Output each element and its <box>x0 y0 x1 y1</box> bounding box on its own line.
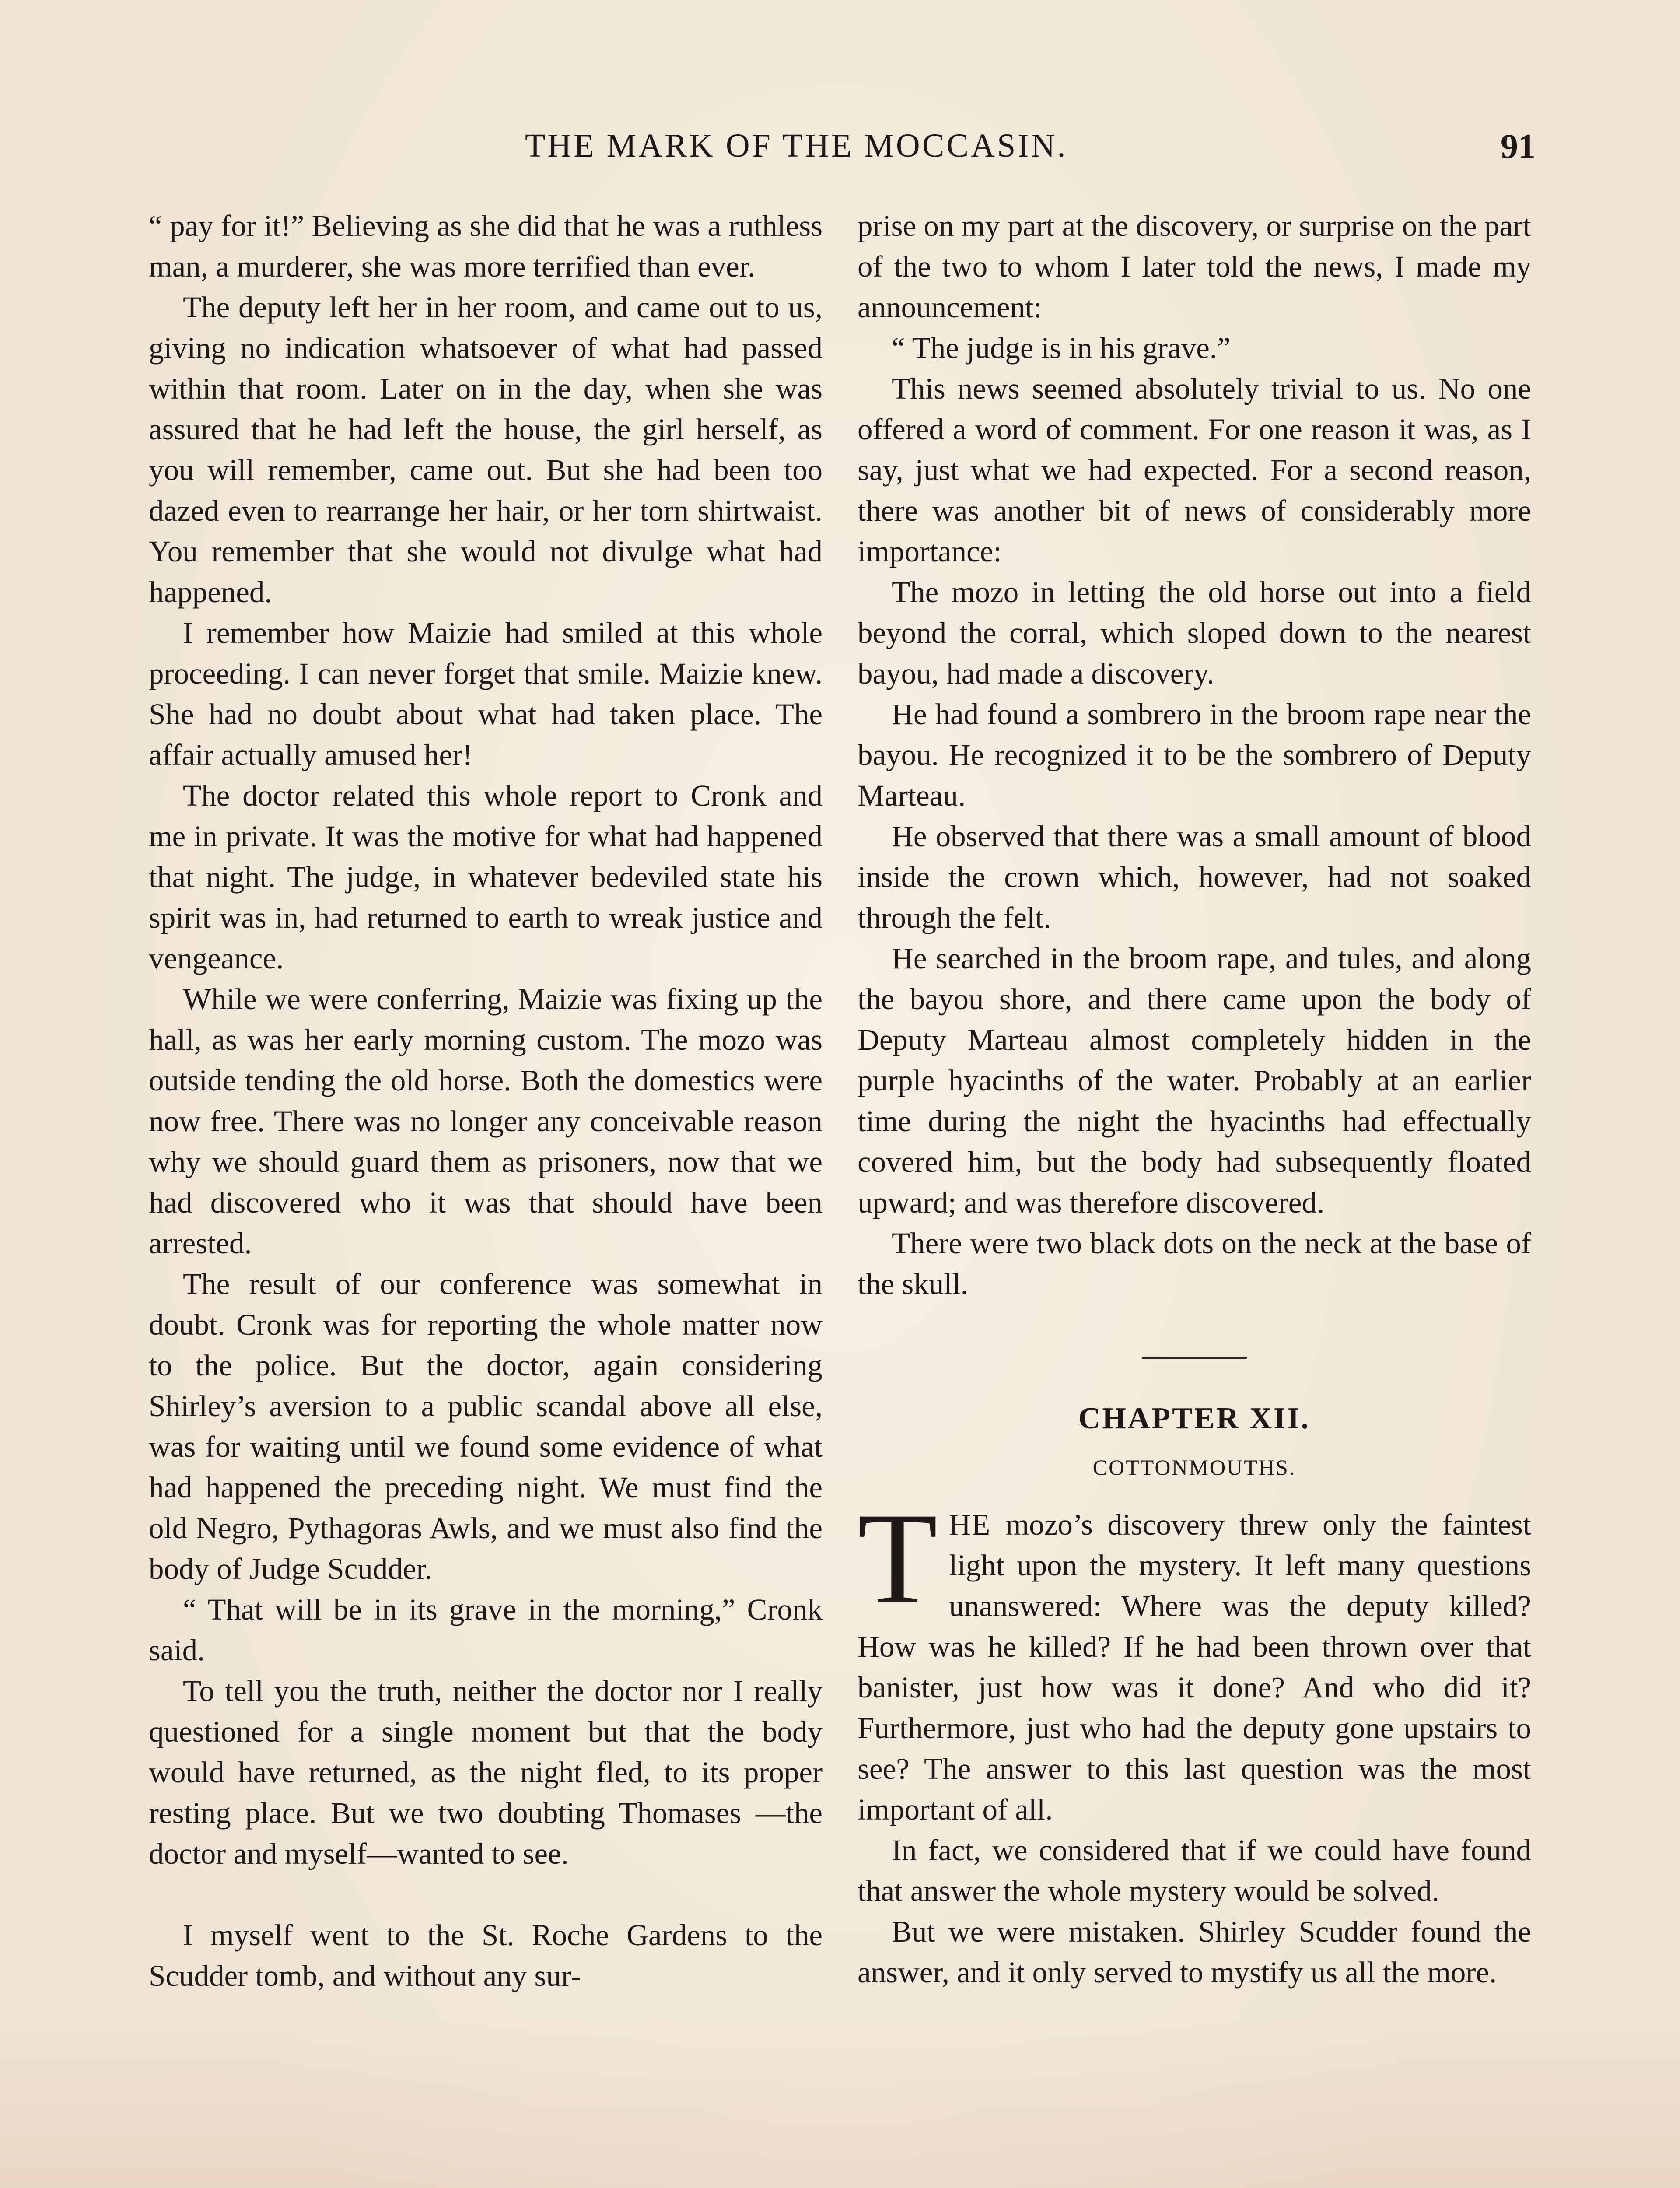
paragraph: I myself went to the St. Roche Gardens to the Scudder tomb, and without any sur- <box>149 1918 822 1992</box>
paragraph: “ The judge is in his grave.” <box>892 331 1231 365</box>
running-head <box>149 127 1536 175</box>
left-column <box>149 206 822 1996</box>
page-number: 91 <box>1501 127 1536 166</box>
running-title: THE MARK OF THE MOCCASIN. <box>525 127 1068 164</box>
section-divider <box>1142 1357 1247 1359</box>
paragraph: While we were conferring, Maizie was fixing up the hall, as was her early morning custom. The mozo was outside tending the old horse. Both the domestics were now free. There was no longer any conceivable reason why we should guard them as prisoners, now that we had discovered who it was that should have been arrested. <box>149 982 822 1260</box>
paragraph: “ pay for it!” Believing as she did that he was a ruthless man, a murderer, she was more terrified than ever. <box>149 209 822 283</box>
paragraph: The mozo in letting the old horse out into a field beyond the corral, which sloped down to the nearest bayou, had made a discovery. <box>858 575 1531 690</box>
paragraph: prise on my part at the discovery, or surprise on the part of the two to whom I later told the news, I made my announcement: <box>858 209 1531 324</box>
chapter-opening-paragraph <box>858 1486 1531 1830</box>
paragraph: In fact, we considered that if we could have found that answer the whole mystery would be solved. <box>858 1834 1531 1907</box>
chapter-heading: CHAPTER XII. <box>1078 1402 1311 1435</box>
first-word: HE <box>949 1508 991 1541</box>
paragraph: I remember how Maizie had smiled at this whole proceeding. I can never forget that smile. Maizie knew. She had no doubt about what had taken place. The affair actually amused her! <box>149 616 822 771</box>
drop-cap: T <box>858 1486 938 1631</box>
paragraph: The doctor related this whole report to Cronk and me in private. It was the motive for what had happened that night. The judge, in whatever bedeviled state his spirit was in, had returned to earth to wreak justice and vengeance. <box>149 779 822 975</box>
chapter-subtitle: COTTONMOUTHS. <box>1092 1455 1296 1480</box>
paragraph: But we were mistaken. Shirley Scudder found the answer, and it only served to mystify us all the more. <box>858 1915 1531 1989</box>
paragraph: This news seemed absolutely trivial to us. No one offered a word of comment. For one reason it was, as I say, just what we had expected. For a second reason, there was another bit of news of considerably more importance: <box>858 372 1531 568</box>
right-column <box>858 206 1531 1993</box>
paragraph: To tell you the truth, neither the doctor nor I really questioned for a single moment but that the body would have returned, as the night fled, to its proper resting place. But we two doubting Thomases —the doctor and myself—wanted to see. <box>149 1674 822 1870</box>
paragraph: He searched in the broom rape, and tules, and along the bayou shore, and there came upon the body of Deputy Marteau almost completely hidden in the purple hyacinths of the water. Probably at an earlier time during the night the hyacinths had effectually covered him, but the body had subsequently floated upward; and was therefore discovered. <box>858 942 1531 1219</box>
paragraph: “ That will be in its grave in the morning,” Cronk said. <box>149 1593 822 1667</box>
opening-text: mozo’s discovery threw only the faintest light upon the mystery. It left many questions unanswered: Where was the deputy killed? How was he killed? If he had been thrown over that banister, just how was it done? And who did it? Furthermore, just who had the deputy gone upstairs to see? The answer to this last question was the most important of all. <box>858 1508 1531 1826</box>
paragraph: The deputy left her in her room, and came out to us, giving no indication whatsoever of what had passed within that room. Later on in the day, when she was assured that he had left the house, the girl herself, as you will remember, came out. But she had been too dazed even to rearrange her hair, or her torn shirtwaist. You remember that she would not divulge what had happened. <box>149 291 822 609</box>
paragraph: The result of our conference was somewhat in doubt. Cronk was for reporting the whole matter now to the police. But the doctor, again considering Shirley’s aversion to a public scandal above all else, was for waiting until we found some evidence of what had happened the preceding night. We must find the old Negro, Pythagoras Awls, and we must also find the body of Judge Scudder. <box>149 1267 822 1585</box>
paragraph: He had found a sombrero in the broom rape near the bayou. He recognized it to be the sombrero of Deputy Marteau. <box>858 698 1531 812</box>
paragraph: There were two black dots on the neck at the base of the skull. <box>858 1227 1531 1301</box>
paragraph: He observed that there was a small amount of blood inside the crown which, however, had not soaked through the felt. <box>858 820 1531 934</box>
